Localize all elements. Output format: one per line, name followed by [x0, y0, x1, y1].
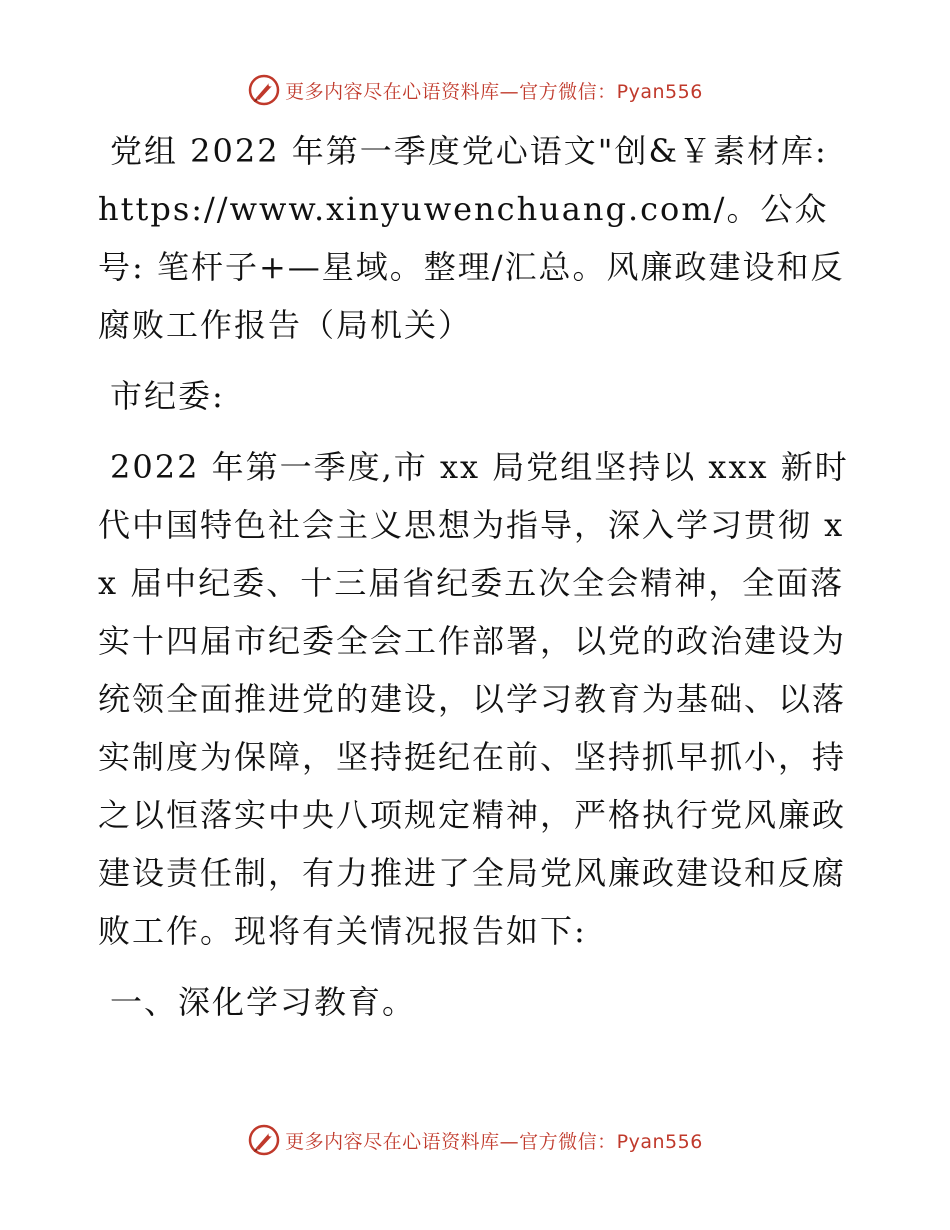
watermark-text: 更多内容尽在心语资料库—官方微信：Pyan556 — [285, 1130, 703, 1153]
pen-logo-icon — [247, 73, 281, 107]
document-title: 党组 2022 年第一季度党心语文"创&￥素材库: https://www.xinyuwenchuang.com/。公众号: 笔杆子+—星域。整理/汇总。风廉政建设和反腐败工作报告（局机关） — [98, 132, 845, 344]
pen-logo-icon — [247, 1123, 281, 1157]
footer-watermark — [0, 1120, 950, 1160]
watermark-text: 更多内容尽在心语资料库—官方微信：Pyan556 — [285, 80, 703, 103]
section-heading: 一、深化学习教育。 — [110, 983, 417, 1021]
body-paragraph: 2022 年第一季度,市 xx 局党组坚持以 xxx 新时代中国特色社会主义思想为指导，深入学习贯彻 xx 届中纪委、十三届省纪委五次全会精神，全面落实十四届市纪委全会工作部署，以党的政治建设为统领全面推进党的建设，以学习教育为基础、以落实制度为保障，坚持挺纪在前、坚持抓早抓小，持之以恒落实中央八项规定精神，严格执行党风廉政建设责任制，有力推进了全局党风廉政建设和反腐败工作。现将有关情况报告如下: — [98, 448, 849, 950]
salutation: 市纪委: — [110, 377, 225, 415]
document-body — [98, 122, 853, 1031]
header-watermark — [0, 70, 950, 110]
